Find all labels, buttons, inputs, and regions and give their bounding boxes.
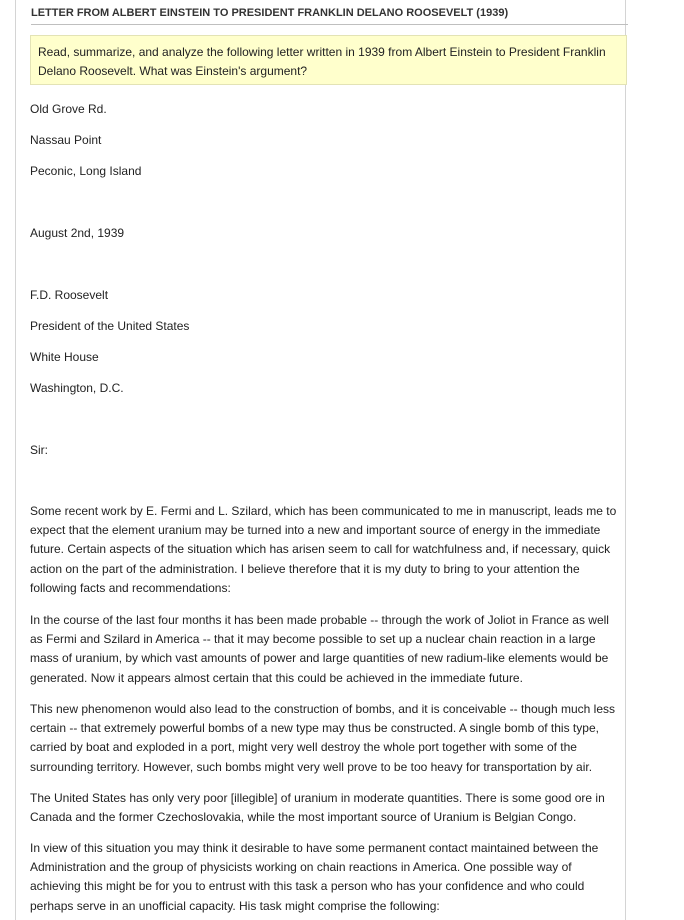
page-title: LETTER FROM ALBERT EINSTEIN TO PRESIDENT FRANKLIN DELANO ROOSEVELT (1939) <box>31 7 628 25</box>
recipient-title: President of the United States <box>30 319 190 333</box>
salutation: Sir: <box>30 443 48 457</box>
content-panel <box>15 0 626 920</box>
letter-paragraph-5: In view of this situation you may think it desirable to have some permanent contact maintained between the Administration and the group of physicists working on chain reactions in America. One possible way of achieving this might be for you to entrust with this task a person who has your confidence and who could perhaps serve in an unofficial capacity. His task might comprise the following: <box>30 841 599 913</box>
address-line-2: Nassau Point <box>30 133 102 147</box>
letter-paragraph-4: The United States has only very poor [illegible] of uranium in moderate quantities. There is some good ore in Canada and the former Czechoslovakia, while the most important source of Uranium is Belgian Congo. <box>30 791 605 825</box>
recipient-name: F.D. Roosevelt <box>30 288 109 302</box>
address-line-1: Old Grove Rd. <box>30 102 107 116</box>
letter-paragraph-3: This new phenomenon would also lead to the construction of bombs, and it is conceivable -- though much less certain -- that extremely powerful bombs of a new type may thus be constructed. A single bomb of this type, carried by boat and exploded in a port, might very well destroy the whole port together with some of the surrounding territory. However, such bombs might very well prove to be too heavy for transportation by air. <box>30 702 615 774</box>
recipient-city: Washington, D.C. <box>30 381 124 395</box>
recipient-place: White House <box>30 350 99 364</box>
letter-date: August 2nd, 1939 <box>30 226 125 240</box>
letter-paragraph-2: In the course of the last four months it has been made probable -- through the work of Joliot in France as well as Fermi and Szilard in America -- that it may become possible to set up a nuclear chain reaction in a large mass of uranium, by which vast amounts of power and large quantities of new radium-like elements would be generated. Now it appears almost certain that this could be achieved in the immediate future. <box>30 613 609 685</box>
prompt-text: Read, summarize, and analyze the following letter written in 1939 from Albert Einstein to President Franklin Delano Roosevelt. What was Einstein's argument? <box>38 45 606 78</box>
prompt-box <box>30 35 627 85</box>
address-line-3: Peconic, Long Island <box>30 164 142 178</box>
letter-paragraph-1: Some recent work by E. Fermi and L. Szilard, which has been communicated to me in manuscript, leads me to expect that the element uranium may be turned into a new and important source of energy in the immediate future. Certain aspects of the situation which has arisen seem to call for watchfulness and, if necessary, quick action on the part of the administration. I believe therefore that it is my duty to bring to your attention the following facts and recommendations: <box>30 504 617 595</box>
